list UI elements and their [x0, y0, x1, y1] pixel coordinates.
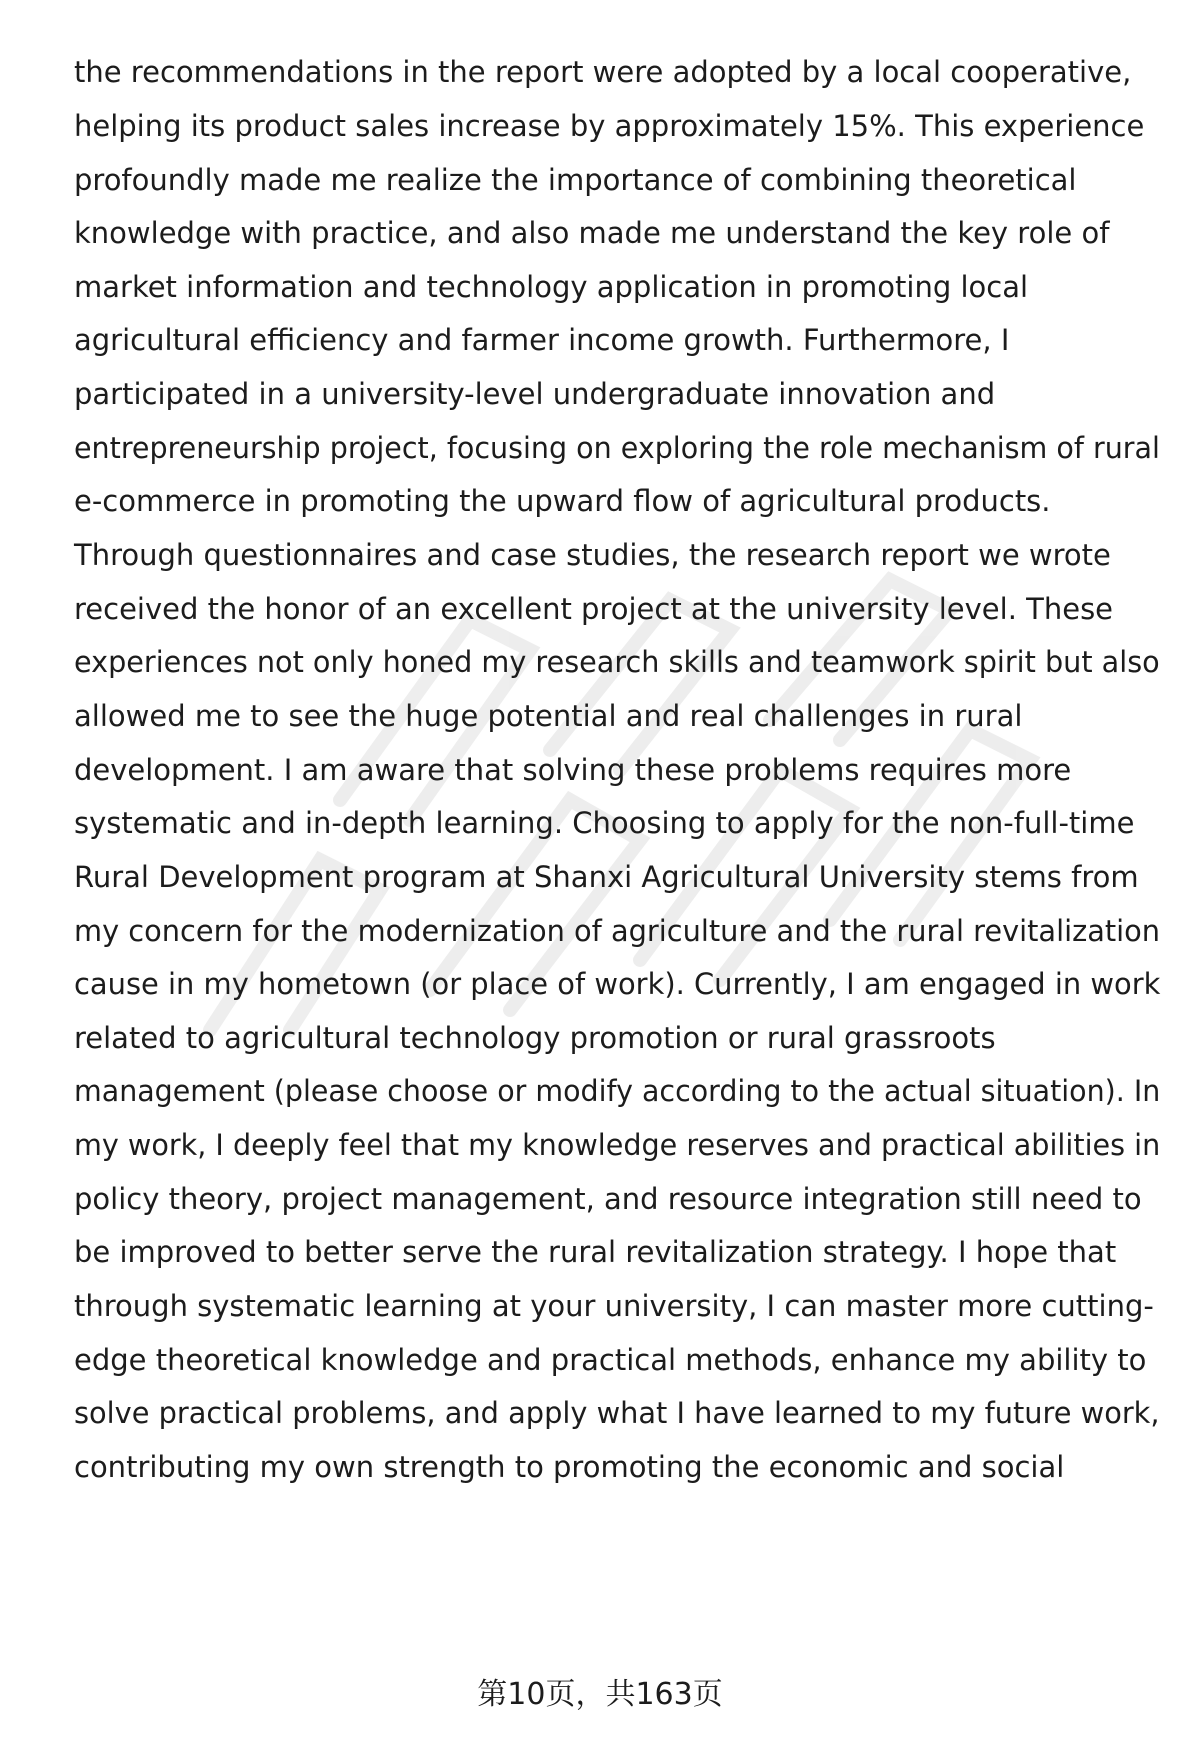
- body-text-line: systematic and in-depth learning. Choosing to apply for the non-full-time: [74, 806, 1135, 840]
- body-text-line: allowed me to see the huge potential and real challenges in rural: [74, 699, 1023, 733]
- body-text-line: market information and technology application in promoting local: [74, 270, 1029, 304]
- body-text-line: cause in my hometown (or place of work). Currently, I am engaged in work: [74, 967, 1161, 1001]
- body-text-line: my work, I deeply feel that my knowledge reserves and practical abilities in: [74, 1128, 1161, 1162]
- body-text-line: management (please choose or modify according to the actual situation). In: [74, 1074, 1161, 1108]
- body-text-line: knowledge with practice, and also made me understand the key role of: [74, 216, 1110, 250]
- page-number-footer: 第10页，共163页: [477, 1677, 723, 1712]
- body-text-line: my concern for the modernization of agriculture and the rural revitalization: [74, 914, 1161, 948]
- body-text-line: agricultural efficiency and farmer income growth. Furthermore, I: [74, 323, 1010, 357]
- body-text-line: experiences not only honed my research skills and teamwork spirit but also: [74, 645, 1160, 679]
- body-text-line: e-commerce in promoting the upward flow of agricultural products.: [74, 484, 1051, 518]
- body-text-line: policy theory, project management, and resource integration still need to: [74, 1182, 1142, 1216]
- body-text-line: participated in a university-level undergraduate innovation and: [74, 377, 996, 411]
- body-text-line: helping its product sales increase by approximately 15%. This experience: [74, 109, 1145, 143]
- body-text-line: the recommendations in the report were adopted by a local cooperative,: [74, 55, 1132, 89]
- body-text-line: contributing my own strength to promoting the economic and social: [74, 1450, 1065, 1484]
- body-text-line: through systematic learning at your university, I can master more cutting-: [74, 1289, 1154, 1323]
- body-text-line: entrepreneurship project, focusing on exploring the role mechanism of rural: [74, 431, 1160, 465]
- body-text-line: development. I am aware that solving these problems requires more: [74, 753, 1072, 787]
- body-text-line: Through questionnaires and case studies, the research report we wrote: [74, 538, 1111, 572]
- body-text-line: edge theoretical knowledge and practical methods, enhance my ability to: [74, 1343, 1147, 1377]
- body-text-line: profoundly made me realize the importance of combining theoretical: [74, 163, 1077, 197]
- body-text-line: Rural Development program at Shanxi Agricultural University stems from: [74, 860, 1139, 894]
- body-text-line: solve practical problems, and apply what I have learned to my future work,: [74, 1396, 1160, 1430]
- body-text-line: received the honor of an excellent project at the university level. These: [74, 592, 1114, 626]
- body-text-line: be improved to better serve the rural revitalization strategy. I hope that: [74, 1235, 1117, 1269]
- body-text-line: related to agricultural technology promotion or rural grassroots: [74, 1021, 996, 1055]
